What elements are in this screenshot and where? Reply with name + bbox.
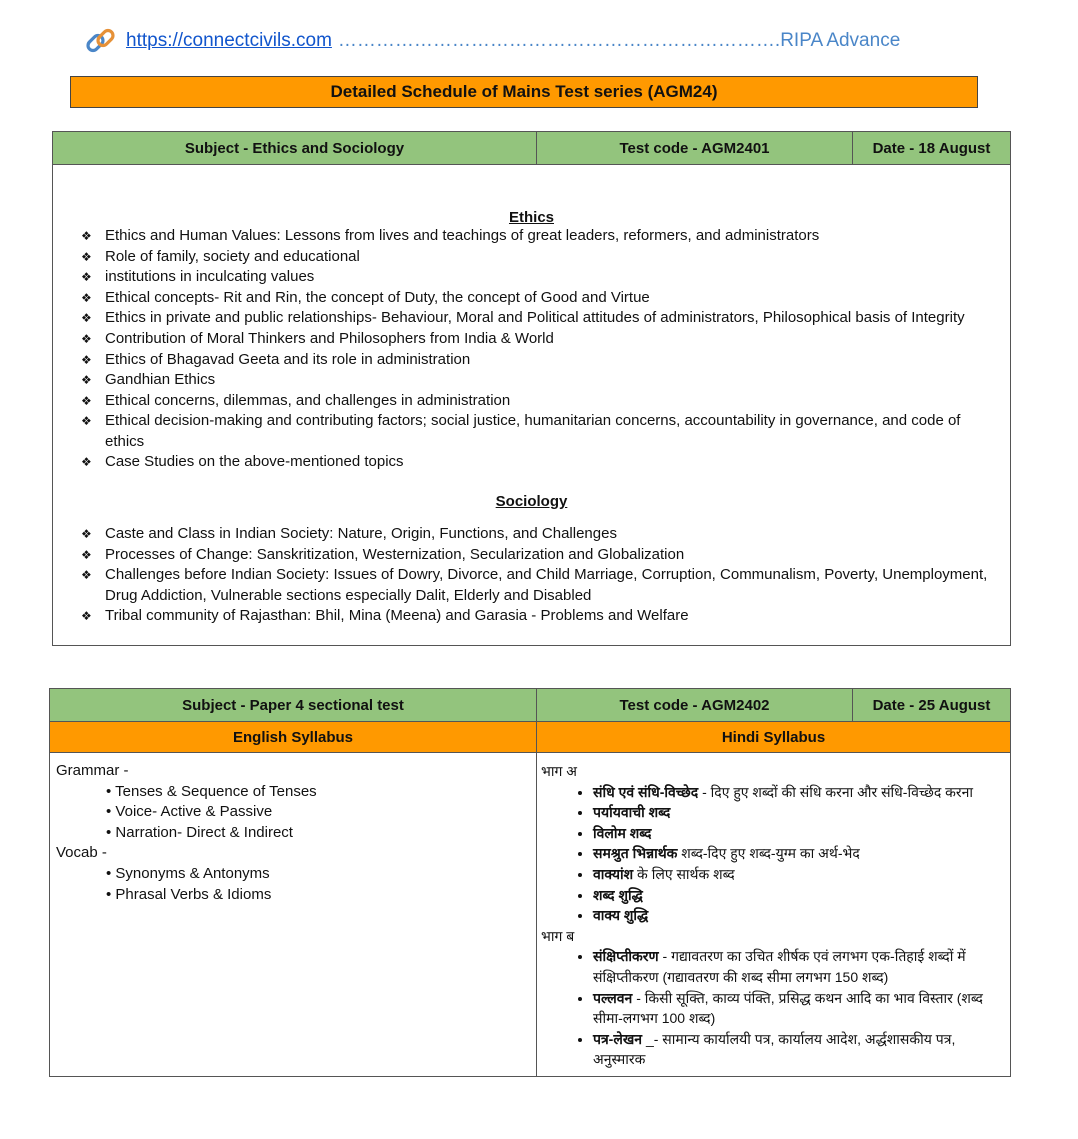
test1-subject: Subject - Ethics and Sociology [53, 132, 537, 165]
brand-label: RIPA Advance [780, 30, 901, 51]
part-a-list [541, 782, 1006, 926]
hindi-topic-item [593, 843, 998, 864]
ethics-list [53, 226, 1010, 473]
vocab-list [56, 864, 530, 905]
vocab-item: • Synonyms & Antonyms [106, 864, 270, 882]
test2-date: Date - 25 August [853, 689, 1011, 722]
hindi-topic-desc: शब्द-दिए हुए शब्द-युग्म का अर्थ-भेद [677, 845, 860, 862]
ethics-item: ❖ Case Studies on the above-mentioned topics [105, 452, 1002, 473]
english-syllabus [50, 753, 537, 1077]
hindi-topic-item [593, 946, 998, 987]
hindi-topic-title: पल्लवन [593, 989, 633, 1006]
hindi-topic-item [593, 864, 998, 885]
hindi-topic-item [593, 823, 998, 844]
grammar-item: • Narration- Direct & Indirect [106, 823, 293, 841]
test1-table [52, 131, 1011, 646]
test1-syllabus [53, 165, 1011, 646]
site-link[interactable]: https://connectcivils.com [126, 30, 332, 51]
link-icon [84, 24, 118, 58]
grammar-item: • Voice- Active & Passive [106, 803, 273, 821]
hindi-topic-desc: - गद्यावतरण का उचित शीर्षक एवं लगभग एक-तिहाई शब्दों में [658, 948, 966, 965]
ethics-item: ❖ Ethical decision-making and contributing factors; social justice, humanitarian concerns, accountability in governance, and code of ethics [105, 411, 1002, 452]
schedule-title: Detailed Schedule of Mains Test series (AGM24) [70, 76, 978, 108]
hindi-topic-title: शब्द शुद्धि [593, 886, 643, 903]
hindi-topic-title: वाक्य शुद्धि [593, 907, 649, 924]
hindi-topic-item [593, 1029, 998, 1070]
hindi-topic-title: पत्र-लेखन [593, 1030, 643, 1047]
english-syllabus-heading: English Syllabus [50, 722, 537, 753]
ethics-item: ❖ Ethics and Human Values: Lessons from lives and teachings of great leaders, reformers, and administrators [105, 226, 1002, 247]
hindi-topic-desc: - किसी सूक्ति, काव्य पंक्ति, प्रसिद्ध कथन आदि का भाव विस्तार (शब्द सीमा-लगभग 100 शब्द) [593, 989, 983, 1027]
ethics-item: ❖ Ethics of Bhagavad Geeta and its role in administration [105, 350, 1002, 371]
ethics-item: ❖ Contribution of Moral Thinkers and Philosophers from India & World [105, 329, 1002, 350]
ethics-item: ❖ institutions in inculcating values [105, 267, 1002, 288]
grammar-label: Grammar - [56, 762, 129, 779]
sociology-list [53, 524, 1010, 627]
hindi-topic-item [593, 988, 998, 1029]
hindi-topic-extra: संक्षिप्तीकरण (गद्यावतरण की शब्द सीमा लगभग 150 शब्द) [593, 968, 889, 985]
vocab-item: • Phrasal Verbs & Idioms [106, 885, 272, 903]
hindi-topic-title: संक्षिप्तीकरण [593, 948, 659, 965]
test1-code: Test code - AGM2401 [537, 132, 853, 165]
sociology-item: ❖ Tribal community of Rajasthan: Bhil, Mina (Meena) and Garasia - Problems and Welfare [105, 606, 1002, 627]
ethics-item: ❖ Ethics in private and public relationships- Behaviour, Moral and Political attitudes of administrators, Philosophical basis of Integrity [105, 308, 1002, 329]
hindi-topic-item [593, 802, 998, 823]
part-a-label: भाग अ [541, 763, 577, 779]
grammar-item: • Tenses & Sequence of Tenses [106, 782, 317, 800]
sociology-heading: Sociology [495, 493, 568, 511]
vocab-label: Vocab - [56, 844, 107, 862]
grammar-list [56, 782, 530, 844]
page-header [84, 24, 900, 58]
test1-date: Date - 18 August [853, 132, 1011, 165]
hindi-topic-item [593, 905, 998, 926]
hindi-topic-title: विलोम शब्द [593, 824, 652, 841]
ethics-heading: Ethics [508, 208, 554, 226]
test2-subject: Subject - Paper 4 sectional test [50, 689, 537, 722]
hindi-topic-title: पर्यायवाची शब्द [593, 804, 671, 821]
test2-code: Test code - AGM2402 [537, 689, 853, 722]
hindi-topic-item [593, 885, 998, 906]
part-b-list [541, 946, 1006, 1070]
hindi-syllabus-heading: Hindi Syllabus [537, 722, 1011, 753]
hindi-topic-desc: - दिए हुए शब्दों की संधि करना और संधि-विच्छेद करना [698, 783, 974, 800]
hindi-topic-title: समश्रुत भिन्नार्थक [593, 845, 678, 862]
hindi-topic-desc: _- सामान्य कार्यालयी पत्र, कार्यालय आदेश, अर्द्धशासकीय पत्र, अनुस्मारक [593, 1030, 956, 1068]
part-b-label: भाग ब [541, 927, 575, 944]
hindi-syllabus [537, 753, 1011, 1077]
ethics-item: ❖ Role of family, society and educational [105, 247, 1002, 268]
leader-dots: ……………………………………………………………. [337, 30, 781, 51]
sociology-item: ❖ Challenges before Indian Society: Issues of Dowry, Divorce, and Child Marriage, Corruption, Communalism, Poverty, Unemployment, Drug Addiction, Vulnerable sections especially Dalit, Elderly and Disabled [105, 565, 1002, 606]
hindi-topic-title: संधि एवं संधि-विच्छेद [593, 783, 699, 800]
ethics-item: ❖ Ethical concerns, dilemmas, and challenges in administration [105, 391, 1002, 412]
ethics-item: ❖ Ethical concepts- Rit and Rin, the concept of Duty, the concept of Good and Virtue [105, 288, 1002, 309]
ethics-item: ❖ Gandhian Ethics [105, 370, 1002, 391]
hindi-topic-desc: के लिए सार्थक शब्द [633, 865, 735, 882]
sociology-item: ❖ Processes of Change: Sanskritization, Westernization, Secularization and Globalization [105, 545, 1002, 566]
test2-table [49, 688, 1011, 1077]
sociology-item: ❖ Caste and Class in Indian Society: Nature, Origin, Functions, and Challenges [105, 524, 1002, 545]
hindi-topic-title: वाक्यांश [593, 865, 634, 882]
hindi-topic-item [593, 782, 998, 803]
